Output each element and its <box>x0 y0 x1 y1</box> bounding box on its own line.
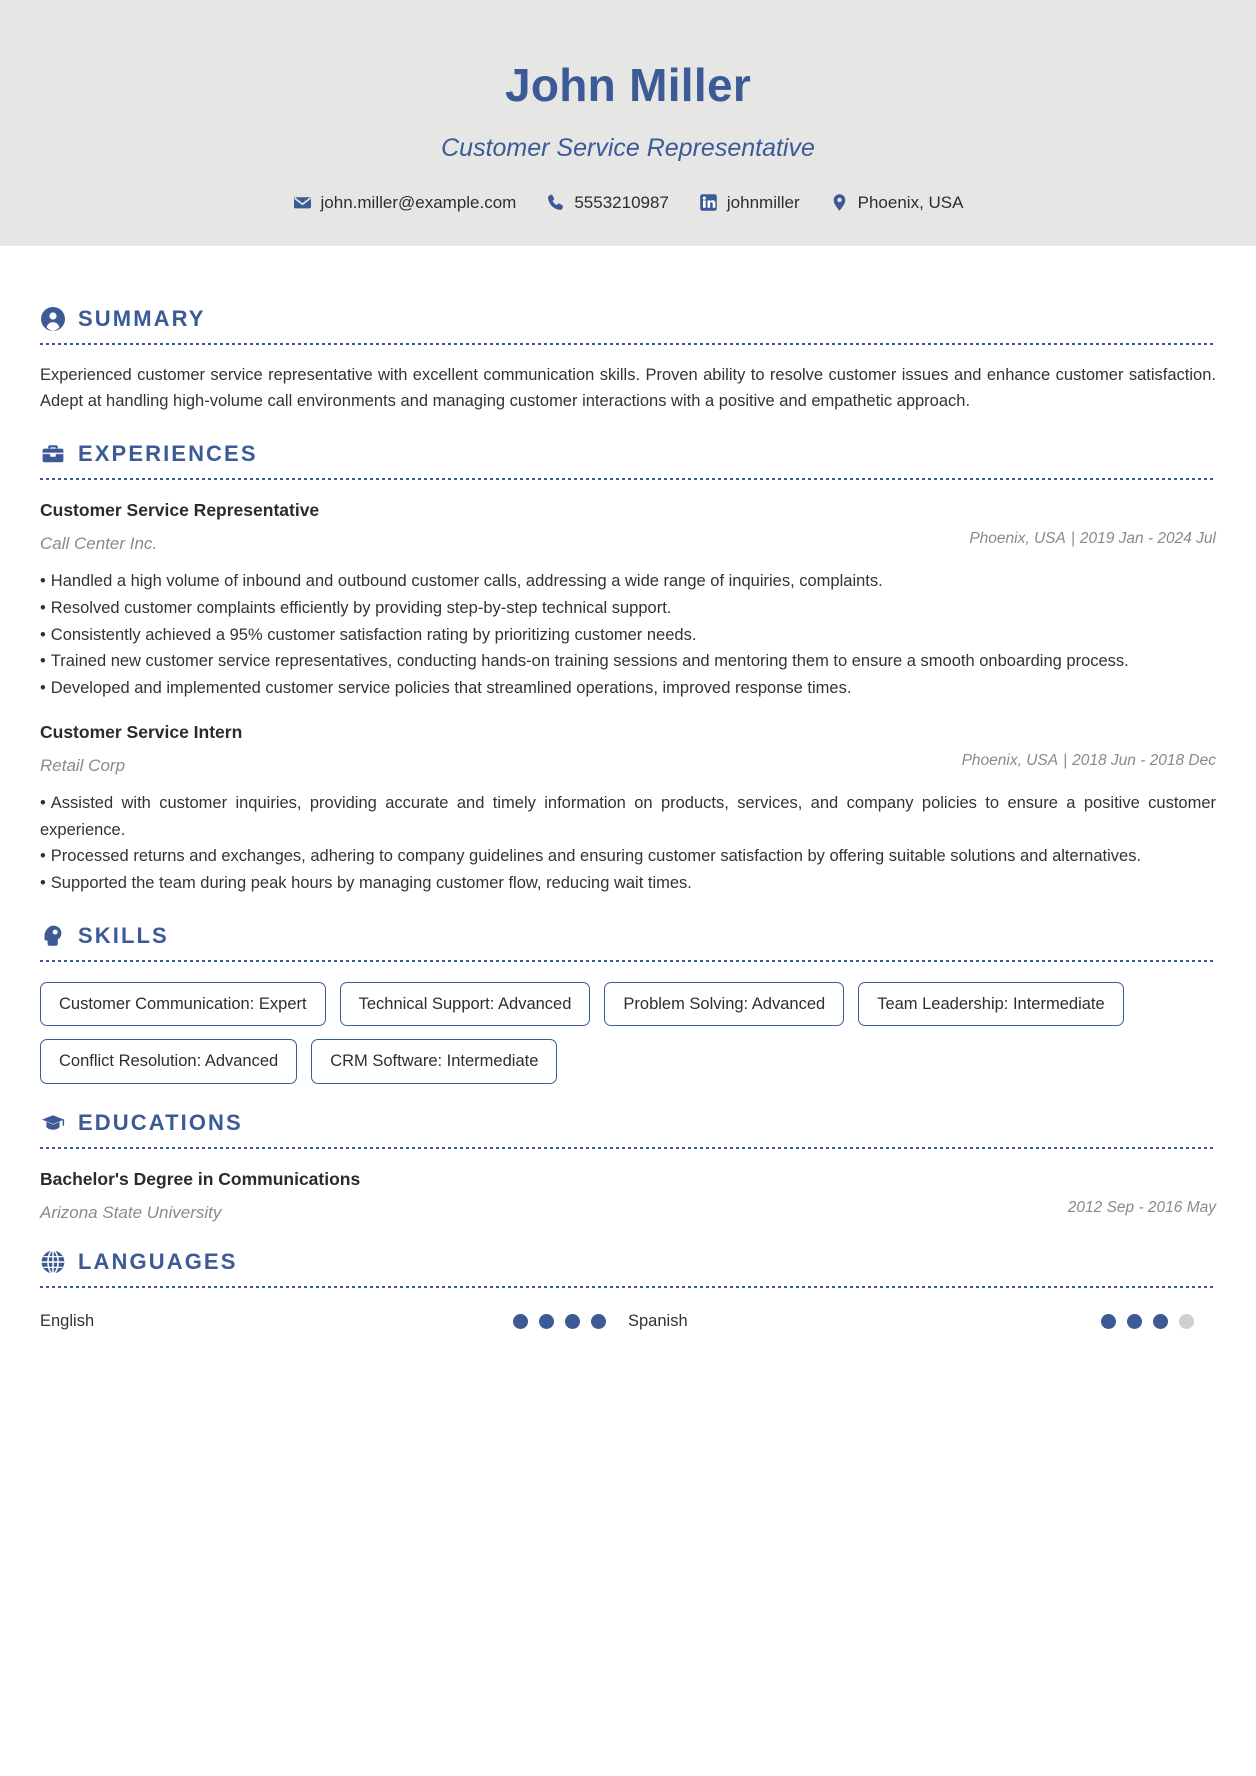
experience-meta <box>969 530 1216 554</box>
experience-entry <box>40 722 1216 897</box>
language-level-dots <box>513 1314 606 1329</box>
bullet-text: Handled a high volume of inbound and outbound customer calls, addressing a wide range of inquiries, complaints. <box>50 572 883 591</box>
bullet-dot-icon: • <box>40 598 46 617</box>
skill-chip: Technical Support: Advanced <box>340 982 591 1027</box>
experience-meta <box>962 752 1216 776</box>
bullet-item <box>40 648 1216 675</box>
entry-header <box>40 500 1216 554</box>
section-divider <box>40 960 1216 962</box>
bullet-dot-icon: • <box>40 625 46 644</box>
section-educations <box>40 1110 1216 1223</box>
resume-content <box>0 246 1256 1391</box>
skill-chip: Problem Solving: Advanced <box>604 982 844 1027</box>
experience-location: Phoenix, USA <box>961 751 1059 769</box>
section-title-educations: EDUCATIONS <box>78 1109 243 1135</box>
person-circle-icon <box>40 306 66 332</box>
section-divider <box>40 343 1216 345</box>
briefcase-icon <box>40 441 66 467</box>
contact-phone[interactable] <box>546 193 669 212</box>
section-title-skills: SKILLS <box>78 922 169 948</box>
level-dot-filled <box>565 1314 580 1329</box>
contact-location-value: Phoenix, USA <box>857 192 964 212</box>
bullet-item <box>40 870 1216 897</box>
section-header-skills <box>40 923 1216 949</box>
level-dot-filled <box>1153 1314 1168 1329</box>
bullet-text: Developed and implemented customer service policies that streamlined operations, improved response times. <box>50 679 852 698</box>
bullet-item <box>40 675 1216 702</box>
education-dates: 2012 Sep - 2016 May <box>1067 1198 1216 1216</box>
section-title-experiences: EXPERIENCES <box>78 441 258 467</box>
experience-company: Retail Corp <box>40 755 126 775</box>
entry-identity <box>40 722 938 776</box>
contact-email-value: john.miller@example.com <box>320 192 517 212</box>
skill-chip: CRM Software: Intermediate <box>311 1039 557 1084</box>
skill-chip: Customer Communication: Expert <box>40 982 326 1027</box>
section-divider <box>40 1286 1216 1288</box>
section-title-summary: SUMMARY <box>78 305 206 331</box>
bullet-dot-icon: • <box>40 793 46 812</box>
language-item <box>40 1310 628 1333</box>
contact-row <box>40 193 1216 212</box>
level-dot-filled <box>591 1314 606 1329</box>
globe-icon <box>40 1249 66 1275</box>
experience-entry <box>40 500 1216 702</box>
experience-role: Customer Service Representative <box>40 500 320 521</box>
bullet-item <box>40 595 1216 622</box>
entry-identity <box>40 500 945 554</box>
meta-separator: | <box>1070 530 1075 548</box>
bullet-text: Trained new customer service representatives, conducting hands-on training sessions and mentoring them to ensure a smooth onboarding process. <box>50 652 1129 671</box>
level-dot-filled <box>539 1314 554 1329</box>
experience-company: Call Center Inc. <box>40 533 158 553</box>
section-skills <box>40 923 1216 1084</box>
linkedin-icon <box>699 193 718 212</box>
entry-header <box>40 722 1216 776</box>
experience-role: Customer Service Intern <box>40 721 243 742</box>
section-experiences <box>40 441 1216 897</box>
phone-icon <box>546 193 565 212</box>
bullet-dot-icon: • <box>40 874 46 893</box>
section-divider <box>40 478 1216 480</box>
bullet-text: Assisted with customer inquiries, providing accurate and timely information on products, services, and company policies to ensure a positive customer experience. <box>40 793 1216 839</box>
skills-list <box>40 982 1216 1084</box>
bullet-text: Resolved customer complaints efficiently by providing step-by-step technical support. <box>50 598 672 617</box>
section-header-languages <box>40 1249 1216 1275</box>
head-brain-icon <box>40 923 66 949</box>
education-entry <box>40 1169 1216 1223</box>
bullet-text: Consistently achieved a 95% customer satisfaction rating by prioritizing customer needs. <box>50 625 697 644</box>
contact-linkedin-value: johnmiller <box>726 192 800 212</box>
summary-text: Experienced customer service representative with excellent communication skills. Proven ability to resolve customer issues and enhance customer satisfaction. Adept at handling high-volume call environments and managing customer interactions with a positive and empathetic approach. <box>40 365 1216 411</box>
education-degree: Bachelor's Degree in Communications <box>40 1168 361 1189</box>
entry-identity <box>40 1169 1044 1223</box>
bullet-text: Processed returns and exchanges, adhering to company guidelines and ensuring customer satisfaction by offering suitable solutions and alternatives. <box>50 847 1142 866</box>
experience-list <box>40 500 1216 897</box>
contact-linkedin[interactable] <box>699 193 800 212</box>
skill-chip: Team Leadership: Intermediate <box>858 982 1123 1027</box>
bullet-dot-icon: • <box>40 572 46 591</box>
experience-bullets <box>40 790 1216 897</box>
resume-header <box>0 0 1256 246</box>
email-icon <box>293 193 312 212</box>
page-title: John Miller <box>504 59 752 111</box>
level-dot-empty <box>1179 1314 1194 1329</box>
skill-chip: Conflict Resolution: Advanced <box>40 1039 297 1084</box>
bullet-dot-icon: • <box>40 679 46 698</box>
section-summary <box>40 306 1216 415</box>
entry-header <box>40 1169 1216 1223</box>
level-dot-filled <box>513 1314 528 1329</box>
language-name: English <box>40 1311 95 1330</box>
bullet-text: Supported the team during peak hours by managing customer flow, reducing wait times. <box>50 874 692 893</box>
level-dot-filled <box>1127 1314 1142 1329</box>
section-header-experiences <box>40 441 1216 467</box>
bullet-item <box>40 790 1216 843</box>
languages-list <box>40 1310 1216 1347</box>
bullet-dot-icon: • <box>40 652 46 671</box>
language-name: Spanish <box>628 1311 688 1330</box>
language-item <box>628 1310 1216 1333</box>
section-title-languages: LANGUAGES <box>78 1248 238 1274</box>
bullet-dot-icon: • <box>40 847 46 866</box>
graduation-cap-icon <box>40 1110 66 1136</box>
experience-dates: 2019 Jan - 2024 Jul <box>1079 530 1216 548</box>
education-list <box>40 1169 1216 1223</box>
contact-location[interactable] <box>830 193 964 212</box>
section-header-educations <box>40 1110 1216 1136</box>
bullet-item <box>40 568 1216 595</box>
language-level-dots <box>1101 1314 1194 1329</box>
contact-phone-value: 5553210987 <box>574 192 669 212</box>
level-dot-filled <box>1101 1314 1116 1329</box>
header-job-title: Customer Service Representative <box>441 133 815 162</box>
section-header-summary <box>40 306 1216 332</box>
education-school: Arizona State University <box>40 1202 222 1222</box>
experience-location: Phoenix, USA <box>969 530 1066 548</box>
section-languages <box>40 1249 1216 1347</box>
contact-email[interactable] <box>293 193 517 212</box>
experience-dates: 2018 Jun - 2018 Dec <box>1072 751 1216 769</box>
bullet-item <box>40 622 1216 649</box>
section-divider <box>40 1147 1216 1149</box>
location-icon <box>830 193 849 212</box>
bullet-item <box>40 843 1216 870</box>
experience-bullets <box>40 568 1216 702</box>
meta-separator: | <box>1063 751 1068 769</box>
